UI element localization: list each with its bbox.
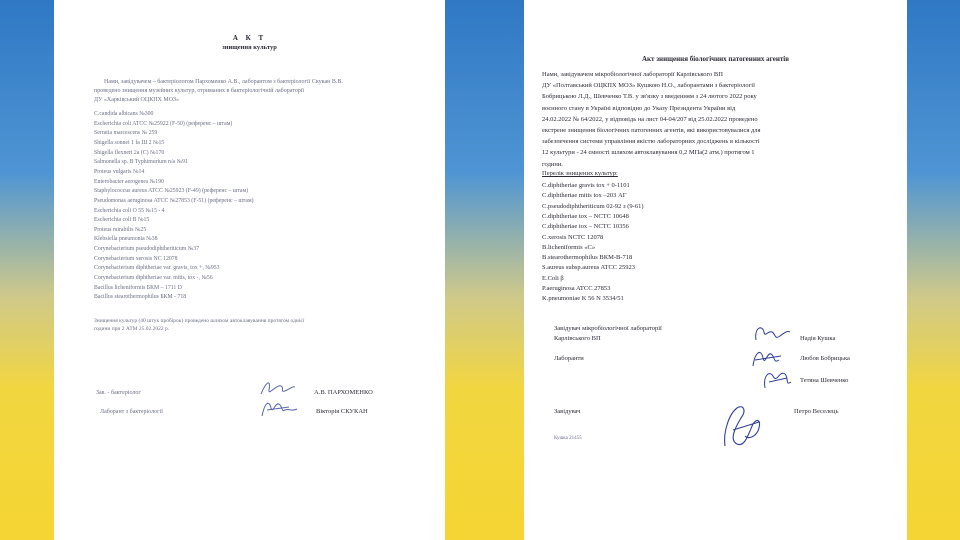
intro-line: Нами, завідувачем – бактеріологом Пархоменко А.В., лаборантом з бактеріології Скукан В.В. xyxy=(104,79,343,85)
signature-image xyxy=(259,398,299,418)
signatory-name: А.В. ПАРХОМЕНКО xyxy=(314,389,373,396)
list-item: Corynebacterium diphtheriae var. gravis, tox +, №953 xyxy=(94,265,220,272)
list-item: P.aeruginosa ATCC 27853 xyxy=(542,285,611,292)
list-item: Нами, завідувачем мікробіологічної лабораторії Карлівського ВП xyxy=(542,71,723,78)
doc-right-footer: Кушка 21455 xyxy=(554,436,582,441)
list-item: C.xerosis NCTC 12078 xyxy=(542,233,604,241)
list-item: воєнного стану в Україні відповідно до Указу Президента України від xyxy=(542,104,736,112)
signatory-name: Вікторія СКУКАН xyxy=(316,408,368,415)
doc-right-list-heading: Перелік знищених культур: xyxy=(542,170,618,177)
list-item: 12 культури - 24 ємності шляхом автоклавування 0,2 МПа(2 атм.) протягом 1 xyxy=(542,149,755,157)
signatory-name: Любов Бобрицька xyxy=(800,355,850,362)
list-item: B.stearothermophilus ВКМ-В-718 xyxy=(542,254,633,262)
signatory-role: Карлівського ВП xyxy=(554,335,601,342)
list-item: Escherichia coli ATCC №25922 (F-50) (референс – штам) xyxy=(94,120,233,127)
signatory-role: Лаборант з бактеріології xyxy=(100,409,163,415)
list-item: Bacillus licheniformis БКМ – 1711 D xyxy=(94,284,182,291)
signature-image xyxy=(259,378,297,398)
doc-left-note-line: години при 2 АТМ 25.02.2022 р. xyxy=(94,326,170,332)
list-item: Klebsiella pneumonia №38 xyxy=(94,236,158,243)
list-item: Corynebacterium pseudodiphtheriticum №37 xyxy=(94,246,200,253)
list-item: Corynebacterium xerosis NC 12078 xyxy=(94,255,178,262)
signatory-role: Зав. - бактеріолог xyxy=(96,390,141,396)
list-item: Shigella sonnei 1 fa Ш 2 №15 xyxy=(94,139,165,146)
signatory-role: Лаборанти xyxy=(554,355,584,362)
list-item: C.diphtheriae mitis tox –203 АГ xyxy=(542,192,627,200)
list-item: C.diphtheriae gravis tox + 0-1101 xyxy=(542,182,630,189)
list-item: Shigella flexneri 2a (С) №170 xyxy=(94,149,165,156)
intro-line: ДУ «Харківський ОЦКПХ МОЗ» xyxy=(94,97,180,103)
signature-image xyxy=(759,366,793,392)
list-item: забезпечення системи управління якістю лабораторних досліджень в кількості xyxy=(542,138,760,146)
signatory-role: Завідувач мікробіологічної лабораторії xyxy=(554,325,662,332)
list-item: C.diphtheriae tox – NCTC 10648 xyxy=(542,212,629,220)
list-item: C.pseudodiphtheriticum 02-92 з (9-61) xyxy=(542,202,644,210)
doc-left-subtitle: знищення культур xyxy=(222,44,277,51)
list-item: E.Coli β xyxy=(542,274,564,282)
list-item: S.aureus subsp.aureus ATCC 25923 xyxy=(542,264,635,272)
signatory-name: Тетяна Шевченко xyxy=(800,377,849,384)
document-left xyxy=(54,0,445,540)
doc-right-title: Акт знищення біологічних патогенних агентів xyxy=(641,55,790,63)
list-item: C.candida albicans №300 xyxy=(94,111,154,117)
list-item: Pseudomonas aeruginosa ATCC №27853 (F-51) (референс – штам) xyxy=(94,197,254,204)
list-item: Corynebacterium diphtheriae var. mitis, tox -, №56 xyxy=(94,275,213,282)
list-item: Бобрицькою Л.Д., Шевченко Т.В. у зв'язку з введенням з 24 лютого 2022 року xyxy=(542,93,757,101)
list-item: екстрене знищення біологічних патогенних агентів, які використовувалися для xyxy=(542,127,761,134)
list-item: Bacillus stearothermophilus БКМ - 718 xyxy=(94,294,187,301)
document-right xyxy=(524,0,907,540)
signatory-name: Петро Веселець xyxy=(794,408,839,415)
list-item: Salmonella sp. B Typhimurium n/a №91 xyxy=(94,159,188,166)
list-item: Staphylococcus aureus ATCC №25923 (F-49) (референс – штам) xyxy=(94,188,249,195)
list-item: Proteus vulgaris №14 xyxy=(94,168,145,175)
list-item: K.pneumoniae K 56 N 3534/51 xyxy=(542,295,624,303)
signatory-name: Надія Кушка xyxy=(800,335,836,342)
list-item: Proteus mirabilis №25 xyxy=(94,226,147,233)
list-item: Escherichia coli B №15 xyxy=(94,217,150,224)
list-item: Enterobacter aerogenes №190 xyxy=(94,178,164,185)
signature-image xyxy=(752,322,792,344)
list-item: C.diphtheriae tox – NCTC 10356 xyxy=(542,223,629,231)
intro-line: проведено знищення музейних культур, отриманих в бактеріологічній лабораторії xyxy=(94,88,305,94)
doc-left-title: А К Т xyxy=(232,34,267,42)
list-item: Serratia marcescens № 259 xyxy=(94,130,158,137)
list-item: Escherichia coli O 55 №15 - 4 xyxy=(94,207,165,214)
signature-image xyxy=(719,400,765,452)
doc-left-note-line: Знищення культур (40 штук пробірок) проведено шляхом автоклавування протягом однієї xyxy=(94,318,305,324)
list-item: години. xyxy=(542,160,563,168)
list-item: B.licheniformis «C» xyxy=(542,243,596,251)
list-item: ДУ «Полтавський ОЦКПХ МОЗ» Кушкою Н.О., лаборантами з бактеріології xyxy=(542,82,755,90)
list-item: 24.02.2022 № 64/2022, у відповідь на лист 04-04/207 від 25.02.2022 проведено xyxy=(542,115,758,123)
signatory-role: Завідувач xyxy=(554,408,581,415)
